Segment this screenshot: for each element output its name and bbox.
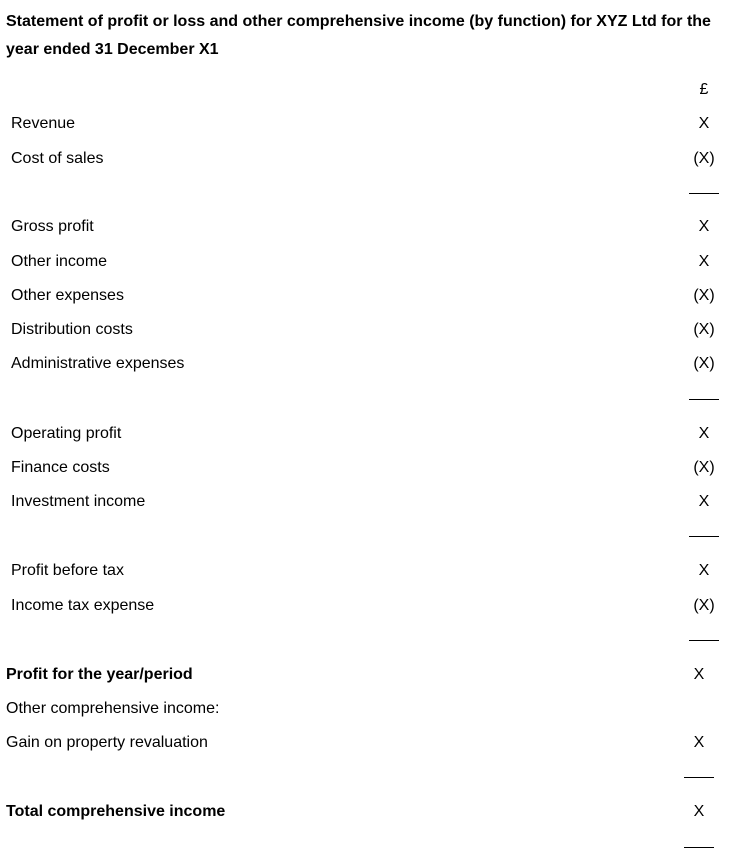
row-value: X [698, 218, 710, 235]
row-label: Income tax expense [11, 597, 155, 614]
row-value: (X) [693, 459, 715, 476]
row-value: (X) [693, 597, 715, 614]
statement-title: Statement of profit or loss and other comprehensive income (by function) for XYZ Ltd for the year ended 31 December X1 [6, 13, 711, 58]
row-value: (X) [693, 287, 715, 304]
row-value: (X) [693, 355, 715, 372]
row-value: (X) [693, 321, 715, 338]
row-value: X [698, 493, 710, 510]
row-income-tax-expense [0, 594, 741, 618]
row-label: Cost of sales [11, 150, 104, 167]
total-rule [684, 847, 714, 848]
subtotal-rule [689, 193, 719, 194]
row-label: Investment income [11, 493, 146, 510]
subtotal-rule [689, 640, 719, 641]
row-gross-profit [0, 215, 741, 239]
row-cost-of-sales [0, 147, 741, 171]
row-other-comprehensive-income-heading [0, 697, 741, 721]
row-gain-on-property-revaluation [0, 731, 741, 755]
row-revenue [0, 112, 741, 136]
row-label: Profit for the year/period [6, 666, 193, 683]
row-label: Other income [11, 253, 108, 270]
row-operating-profit [0, 422, 741, 446]
row-value: X [693, 734, 705, 751]
row-label: Other comprehensive income: [6, 700, 220, 717]
row-other-income [0, 250, 741, 274]
row-value: (X) [693, 150, 715, 167]
row-label: Revenue [11, 115, 76, 132]
subtotal-rule [689, 399, 719, 400]
row-profit-for-the-year [0, 663, 741, 687]
row-label: Finance costs [11, 459, 110, 476]
row-label: Distribution costs [11, 321, 133, 338]
row-investment-income [0, 490, 741, 514]
row-profit-before-tax [0, 559, 741, 583]
row-label: Gross profit [11, 218, 94, 235]
row-label: Administrative expenses [11, 355, 185, 372]
row-label: Operating profit [11, 425, 122, 442]
row-value: X [693, 666, 705, 683]
row-value: X [698, 562, 710, 579]
row-label: Total comprehensive income [6, 803, 226, 820]
row-total-comprehensive-income [0, 800, 741, 824]
row-value: X [693, 803, 705, 820]
row-label: Gain on property revaluation [6, 734, 208, 751]
subtotal-rule [684, 777, 714, 778]
row-label: Profit before tax [11, 562, 124, 579]
row-distribution-costs [0, 318, 741, 342]
row-finance-costs [0, 456, 741, 480]
row-value: X [698, 253, 710, 270]
row-value: X [698, 115, 710, 132]
row-label: Other expenses [11, 287, 124, 304]
subtotal-rule [689, 536, 719, 537]
currency-column-header: £ [699, 81, 709, 98]
row-administrative-expenses [0, 352, 741, 376]
row-value: X [698, 425, 710, 442]
row-other-expenses [0, 284, 741, 308]
